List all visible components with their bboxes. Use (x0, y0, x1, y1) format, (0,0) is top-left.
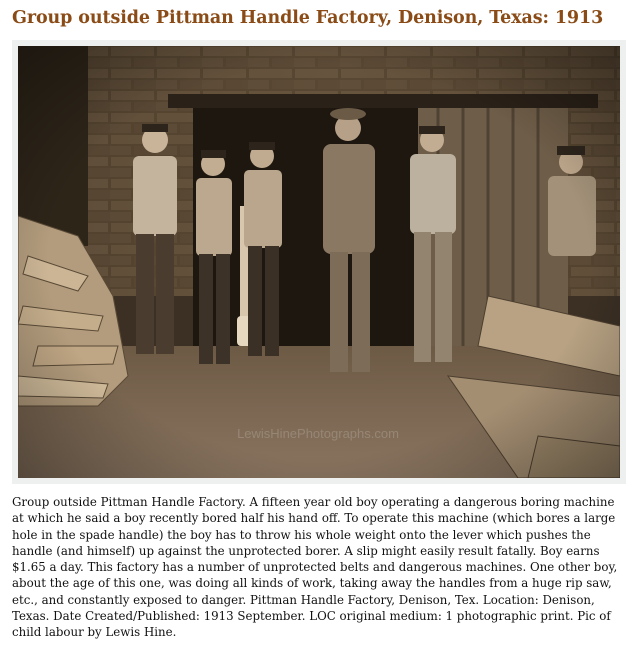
page-title: Group outside Pittman Handle Factory, Denison, Texas: 1913 (12, 8, 604, 28)
photo-caption: Group outside Pittman Handle Factory. A fifteen year old boy operating a dangerous boring machine at which he said a boy recently bored half his hand off. To operate this machine (which bores a large hole in the spade handle) the boy has to throw his whole weight onto the lever which pushes the handle (and himself) up against the unprotected borer. A slip might easily result fatally. Boy earns $1.65 a day. This factory has a number of unprotected belts and dangerous machines. One other boy, about the age of this one, was doing all kinds of work, taking away the handles from a huge rip saw, etc., and constantly exposed to danger. Pittman Handle Factory, Denison, Tex. Location: Denison, Texas. Date Created/Published: 1913 September. LOC original medium: 1 photographic print. Pic of child labour by Lewis Hine. (12, 495, 618, 640)
historical-photograph (18, 46, 620, 478)
